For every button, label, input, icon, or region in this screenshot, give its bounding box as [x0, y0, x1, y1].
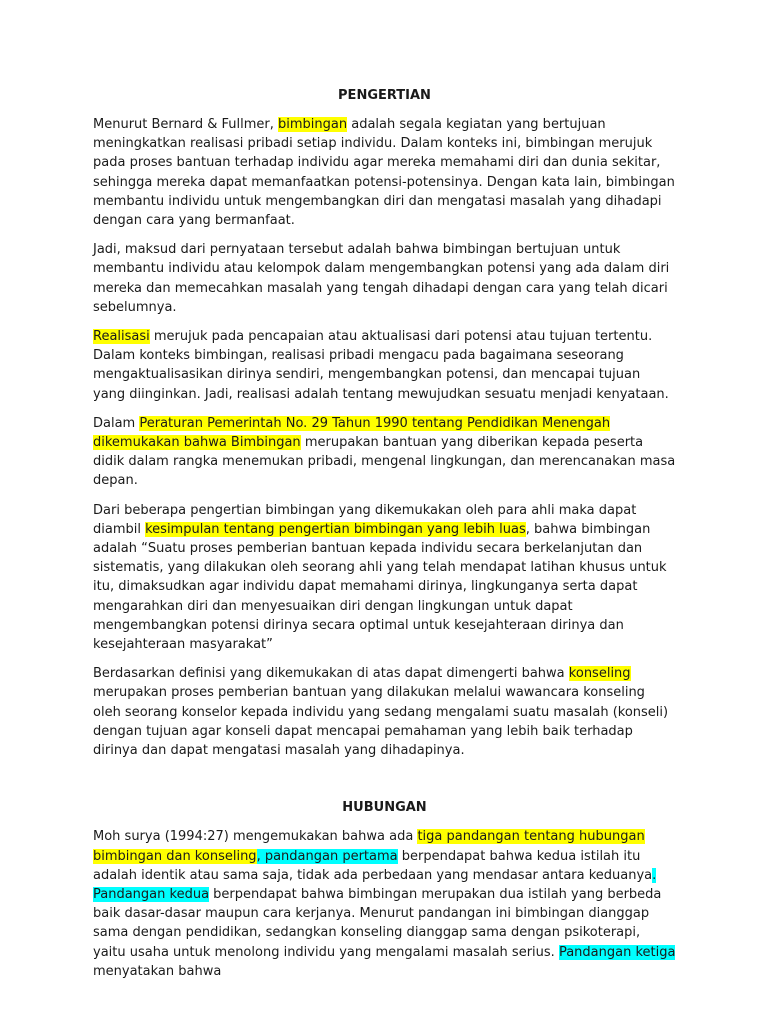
highlight-bimbingan: bimbingan [278, 117, 348, 132]
text-run: menyatakan bahwa [93, 963, 222, 979]
paragraph-realisasi [93, 327, 676, 404]
text-run: berpendapat bahwa bimbingan merupakan dua istilah yang berbeda baik dasar-dasar maupun cara kerjanya. Menurut pandangan ini bimbingan dianggap sama dengan pendidikan, sedangkan konseling dianggap sama dengan psikoterapi, yaitu usaha untuk menolong individu yang mengalami masalah serius. [93, 886, 662, 960]
highlight-konseling: konseling [568, 666, 631, 682]
text-run: merupakan bantuan yang diberikan kepada peserta didik dalam rangka menemukan pribadi, mengenal lingkungan, dan merencanakan masa depan. [93, 435, 676, 489]
paragraph-peraturan [93, 414, 676, 491]
paragraph-moh-surya [93, 827, 676, 981]
text-run: Dalam [93, 415, 140, 431]
heading-pengertian: PENGERTIAN [338, 88, 431, 103]
highlight-peraturan: Peraturan Pemerintah No. 29 Tahun 1990 tentang Pendidikan Menengah dikemukakan bahwa Bimbingan [93, 415, 611, 451]
paragraph-kesimpulan [93, 501, 676, 655]
text-run: merupakan proses pemberian bantuan yang dilakukan melalui wawancara konseling oleh seorang konselor kepada individu yang sedang mengalami suatu masalah (konseli) dengan tujuan agar konseli dapat mencapai pemahaman yang lebih baik terhadap dirinya dan dapat mengatasi masalah yang dihadapinya. [93, 685, 669, 759]
text-run: berpendapat bahwa kedua istilah itu adalah identik atau sama saja, tidak ada perbedaan yang mendasar antara keduanya [93, 848, 653, 883]
paragraph-jadi-maksud: Jadi, maksud dari pernyataan tersebut adalah bahwa bimbingan bertujuan untuk membantu individu atau kelompok dalam mengembangkan potensi yang ada dalam diri mereka dan memecahkan masalah yang tengah dihadapi dengan cara yang telah dicari sebelumnya. [93, 242, 670, 315]
text-run: adalah segala kegiatan yang bertujuan meningkatkan realisasi pribadi setiap individu. Dalam konteks ini, bimbingan merujuk pada proses bantuan terhadap individu agar mereka memahami diri dan dunia sekitar, sehingga mereka dapat memanfaatkan potensi-potensinya. Dengan kata lain, bimbingan membantu individu untuk mengembangkan diri dan mengatasi masalah yang dihadapi dengan cara yang bermanfaat. [93, 117, 675, 229]
text-run: Dari beberapa pengertian bimbingan yang dikemukakan oleh para ahli maka dapat diambil [93, 502, 637, 537]
text-run: Moh surya (1994:27) mengemukakan bahwa ada [93, 829, 418, 845]
text-run: Menurut Bernard & Fullmer, [93, 117, 279, 132]
heading-hubungan: HUBUNGAN [342, 800, 427, 816]
highlight-kesimpulan: kesimpulan tentang pengertian bimbingan yang lebih luas [145, 521, 526, 537]
paragraph-bernard-fullmer [93, 115, 676, 230]
highlight-pandangan-pertama: , pandangan pertama [256, 848, 398, 864]
highlight-pandangan-ketiga: Pandangan ketiga [558, 944, 676, 960]
highlight-tiga-pandangan: tiga pandangan tentang hubungan bimbingan dan konseling [93, 829, 645, 864]
text-run: , bahwa bimbingan adalah “Suatu proses pemberian bantuan kepada individu secara berkelanjutan dan sistematis, yang dilakukan oleh seorang ahli yang telah mendapat latihan khusus untuk itu, dimaksudkan agar individu dapat memahami dirinya, lingkunganya serta dapat mengarahkan diri dan menyesuaikan diri dengan lingkungan untuk dapat mengembangkan potensi dirinya secara optimal untuk kesejahteraan dirinya dan kesejahteraan masyarakat” [93, 521, 667, 653]
text-run: Berdasarkan definisi yang dikemukakan di atas dapat dimengerti bahwa [93, 666, 569, 682]
highlight-realisasi: Realisasi [93, 329, 150, 345]
highlight-pandangan-kedua: . Pandangan kedua [93, 867, 657, 902]
paragraph-konseling [93, 664, 676, 760]
text-run: merujuk pada pencapaian atau aktualisasi dari potensi atau tujuan tertentu. Dalam konteks bimbingan, realisasi pribadi mengacu pada bagaimana seseorang mengaktualisasikan dirinya sendiri, mengembangkan potensi, dan mencapai tujuan yang diinginkan. Jadi, realisasi adalah tentang mewujudkan sesuatu menjadi kenyataan. [93, 329, 669, 402]
